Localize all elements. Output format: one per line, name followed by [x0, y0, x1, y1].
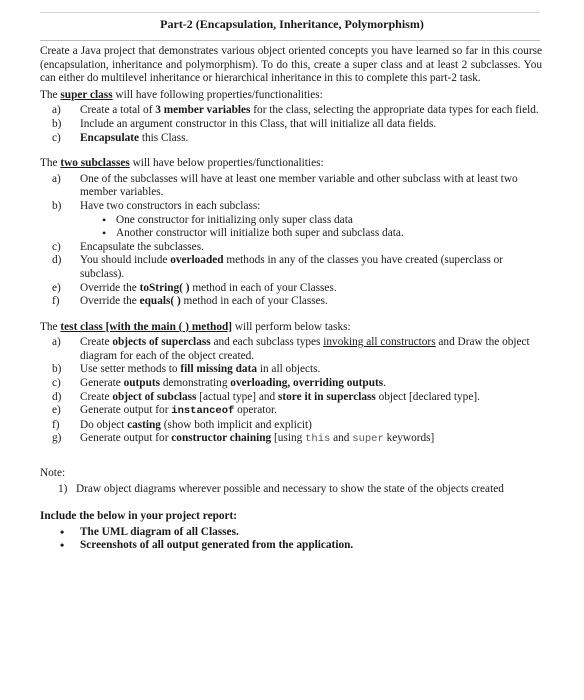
bullet-text: Another constructor will initialize both super and subclass data. [116, 227, 404, 240]
list-item [40, 391, 542, 405]
item-text: Override the [80, 295, 140, 308]
subclasses-lead [40, 157, 542, 171]
note-section [40, 467, 542, 496]
bullet-text: One constructor for initializing only super class data [116, 213, 353, 226]
item-label: d) [52, 254, 62, 267]
subclasses-term: two subclasses [60, 157, 130, 170]
item-label: a) [52, 172, 61, 185]
super-class-section [40, 89, 542, 145]
item-label: 1) [58, 482, 68, 495]
list-item [40, 173, 542, 200]
note-heading: Note: [40, 467, 66, 480]
item-label: b) [52, 199, 62, 212]
item-text: Include an argument constructor in this Class, that will initialize all data fields. [80, 117, 437, 130]
bullet-icon: • [60, 524, 65, 539]
item-text: Generate output for [80, 404, 172, 417]
subclasses-section [40, 157, 542, 309]
intro-paragraph: Create a Java project that demonstrates various object oriented concepts you have learned so far in this course (encapsulation, inheritance and polymorphism). To do this, create a super class and at least 2 subclasses. You can either do multilevel inheritance or hierarchical inheritance in this to complete this part-2 task. [40, 45, 542, 85]
item-bold: overloaded [170, 254, 224, 267]
item-text: Use setter methods to [80, 363, 181, 376]
test-class-section [40, 321, 542, 447]
item-bold: Encapsulate [80, 131, 140, 144]
item-text: method in each of your Classes. [180, 295, 328, 308]
item-label: d) [52, 390, 62, 403]
bullet-icon: • [60, 538, 65, 553]
item-text: [using [271, 432, 306, 445]
report-list [40, 526, 542, 553]
item-text: Generate [80, 377, 124, 390]
item-text: Create a total of [80, 104, 156, 117]
item-text: demonstrating [160, 377, 231, 390]
item-bold: 3 member variables [155, 104, 251, 117]
lead-text: will have below properties/functionalities: [129, 157, 324, 170]
item-text: this Class. [139, 131, 189, 144]
super-class-list [40, 104, 542, 145]
item-label: a) [52, 104, 61, 117]
item-bold: object of subclass [112, 390, 197, 403]
bullet-text: Screenshots of all output generated from the application. [80, 539, 354, 552]
bullet-icon: • [102, 212, 107, 227]
document-body [40, 45, 542, 553]
item-text: Override the [80, 281, 140, 294]
super-class-lead [40, 89, 542, 103]
item-bold: toString( ) [139, 281, 190, 294]
item-text: for the class, selecting the appropriate data types for each field. [250, 104, 539, 117]
list-item [40, 419, 542, 433]
item-label: e) [52, 404, 61, 417]
test-class-list [40, 336, 542, 447]
item-code: instanceof [171, 405, 235, 418]
item-bold: fill missing data [180, 363, 257, 376]
item-label: a) [52, 336, 61, 349]
item-text: Create [80, 336, 113, 349]
item-text: Have two constructors in each subclass: [80, 199, 261, 212]
item-text: You should include [80, 254, 171, 267]
page-title: Part-2 (Encapsulation, Inheritance, Polymorphism) [160, 17, 424, 31]
item-label: f) [52, 418, 60, 431]
item-bold: outputs [123, 377, 161, 390]
list-item [40, 104, 542, 118]
item-bold: equals( ) [139, 295, 181, 308]
constructor-bullets [80, 214, 542, 241]
list-item [40, 483, 542, 497]
lead-text: will have following properties/functionalities: [112, 88, 323, 101]
top-divider [40, 12, 540, 13]
report-heading-text: Include the below in your project report: [40, 510, 238, 523]
item-code: super [352, 433, 384, 446]
item-text: operator. [234, 404, 277, 417]
note-list [40, 483, 542, 497]
report-heading [40, 510, 542, 524]
item-text: keywords] [383, 432, 435, 445]
spacer [40, 496, 542, 510]
list-item [40, 404, 542, 419]
item-text: and each subclass types [210, 336, 324, 349]
item-text: One of the subclasses will have at least one member variable and other subclass with at least two member variables. [80, 172, 518, 199]
item-bold: casting [127, 418, 161, 431]
lead-text: The [40, 320, 61, 333]
super-class-term: super class [60, 88, 113, 101]
list-item [40, 363, 542, 377]
item-text: Generate output for [80, 432, 172, 445]
bullet-item [40, 526, 542, 540]
bullet-item [80, 227, 542, 241]
test-class-lead [40, 321, 542, 335]
list-item [40, 241, 542, 255]
item-text: and [330, 432, 353, 445]
list-item [40, 377, 542, 391]
test-class-term: test class [with the main ( ) method] [60, 320, 233, 333]
list-item [40, 432, 542, 447]
list-item [40, 336, 542, 363]
item-bold: store it in superclass [277, 390, 376, 403]
item-label: c) [52, 377, 61, 390]
item-label: c) [52, 131, 61, 144]
item-label: b) [52, 363, 62, 376]
item-text: (show both implicit and explicit) [160, 418, 312, 431]
list-item [40, 282, 542, 296]
item-text: Encapsulate the subclasses. [80, 240, 204, 253]
item-underline: invoking all constructors [323, 336, 436, 349]
item-text: Draw object diagrams wherever possible and necessary to show the state of the objects created [76, 482, 504, 495]
lead-text: The [40, 88, 61, 101]
item-text: object [declared type]. [375, 390, 480, 403]
item-text: Do object [80, 418, 128, 431]
item-label: g) [52, 432, 62, 445]
item-label: b) [52, 117, 62, 130]
list-item [40, 200, 542, 241]
item-text: Create [80, 390, 113, 403]
bullet-text: The UML diagram of all Classes. [80, 525, 239, 538]
spacer [40, 145, 542, 157]
bullet-item [40, 539, 542, 553]
list-item [40, 132, 542, 146]
item-bold: overloading, overriding outputs [230, 377, 384, 390]
item-text: in all objects. [257, 363, 321, 376]
spacer [40, 447, 542, 467]
lead-text: will perform below tasks: [232, 320, 351, 333]
list-item [40, 295, 542, 309]
item-text: methods in any of the classes you have created (superclass or subclass). [80, 254, 504, 280]
item-label: e) [52, 281, 61, 294]
item-bold: constructor chaining [171, 432, 272, 445]
item-bold: objects of superclass [112, 336, 211, 349]
item-label: f) [52, 295, 60, 308]
item-code: this [305, 433, 331, 446]
report-section [40, 510, 542, 553]
list-item [40, 254, 542, 281]
item-text: . [383, 377, 386, 390]
subclasses-list [40, 173, 542, 309]
title-divider [40, 40, 540, 41]
bullet-icon: • [102, 226, 107, 241]
bullet-item [80, 214, 542, 228]
item-text: method in each of your Classes. [189, 281, 337, 294]
list-item [40, 118, 542, 132]
lead-text: The [40, 157, 61, 170]
item-text: [actual type] and [196, 390, 278, 403]
item-label: c) [52, 240, 61, 253]
spacer [40, 309, 542, 321]
item-text: and Draw the object diagram for each of the object created. [80, 336, 530, 362]
